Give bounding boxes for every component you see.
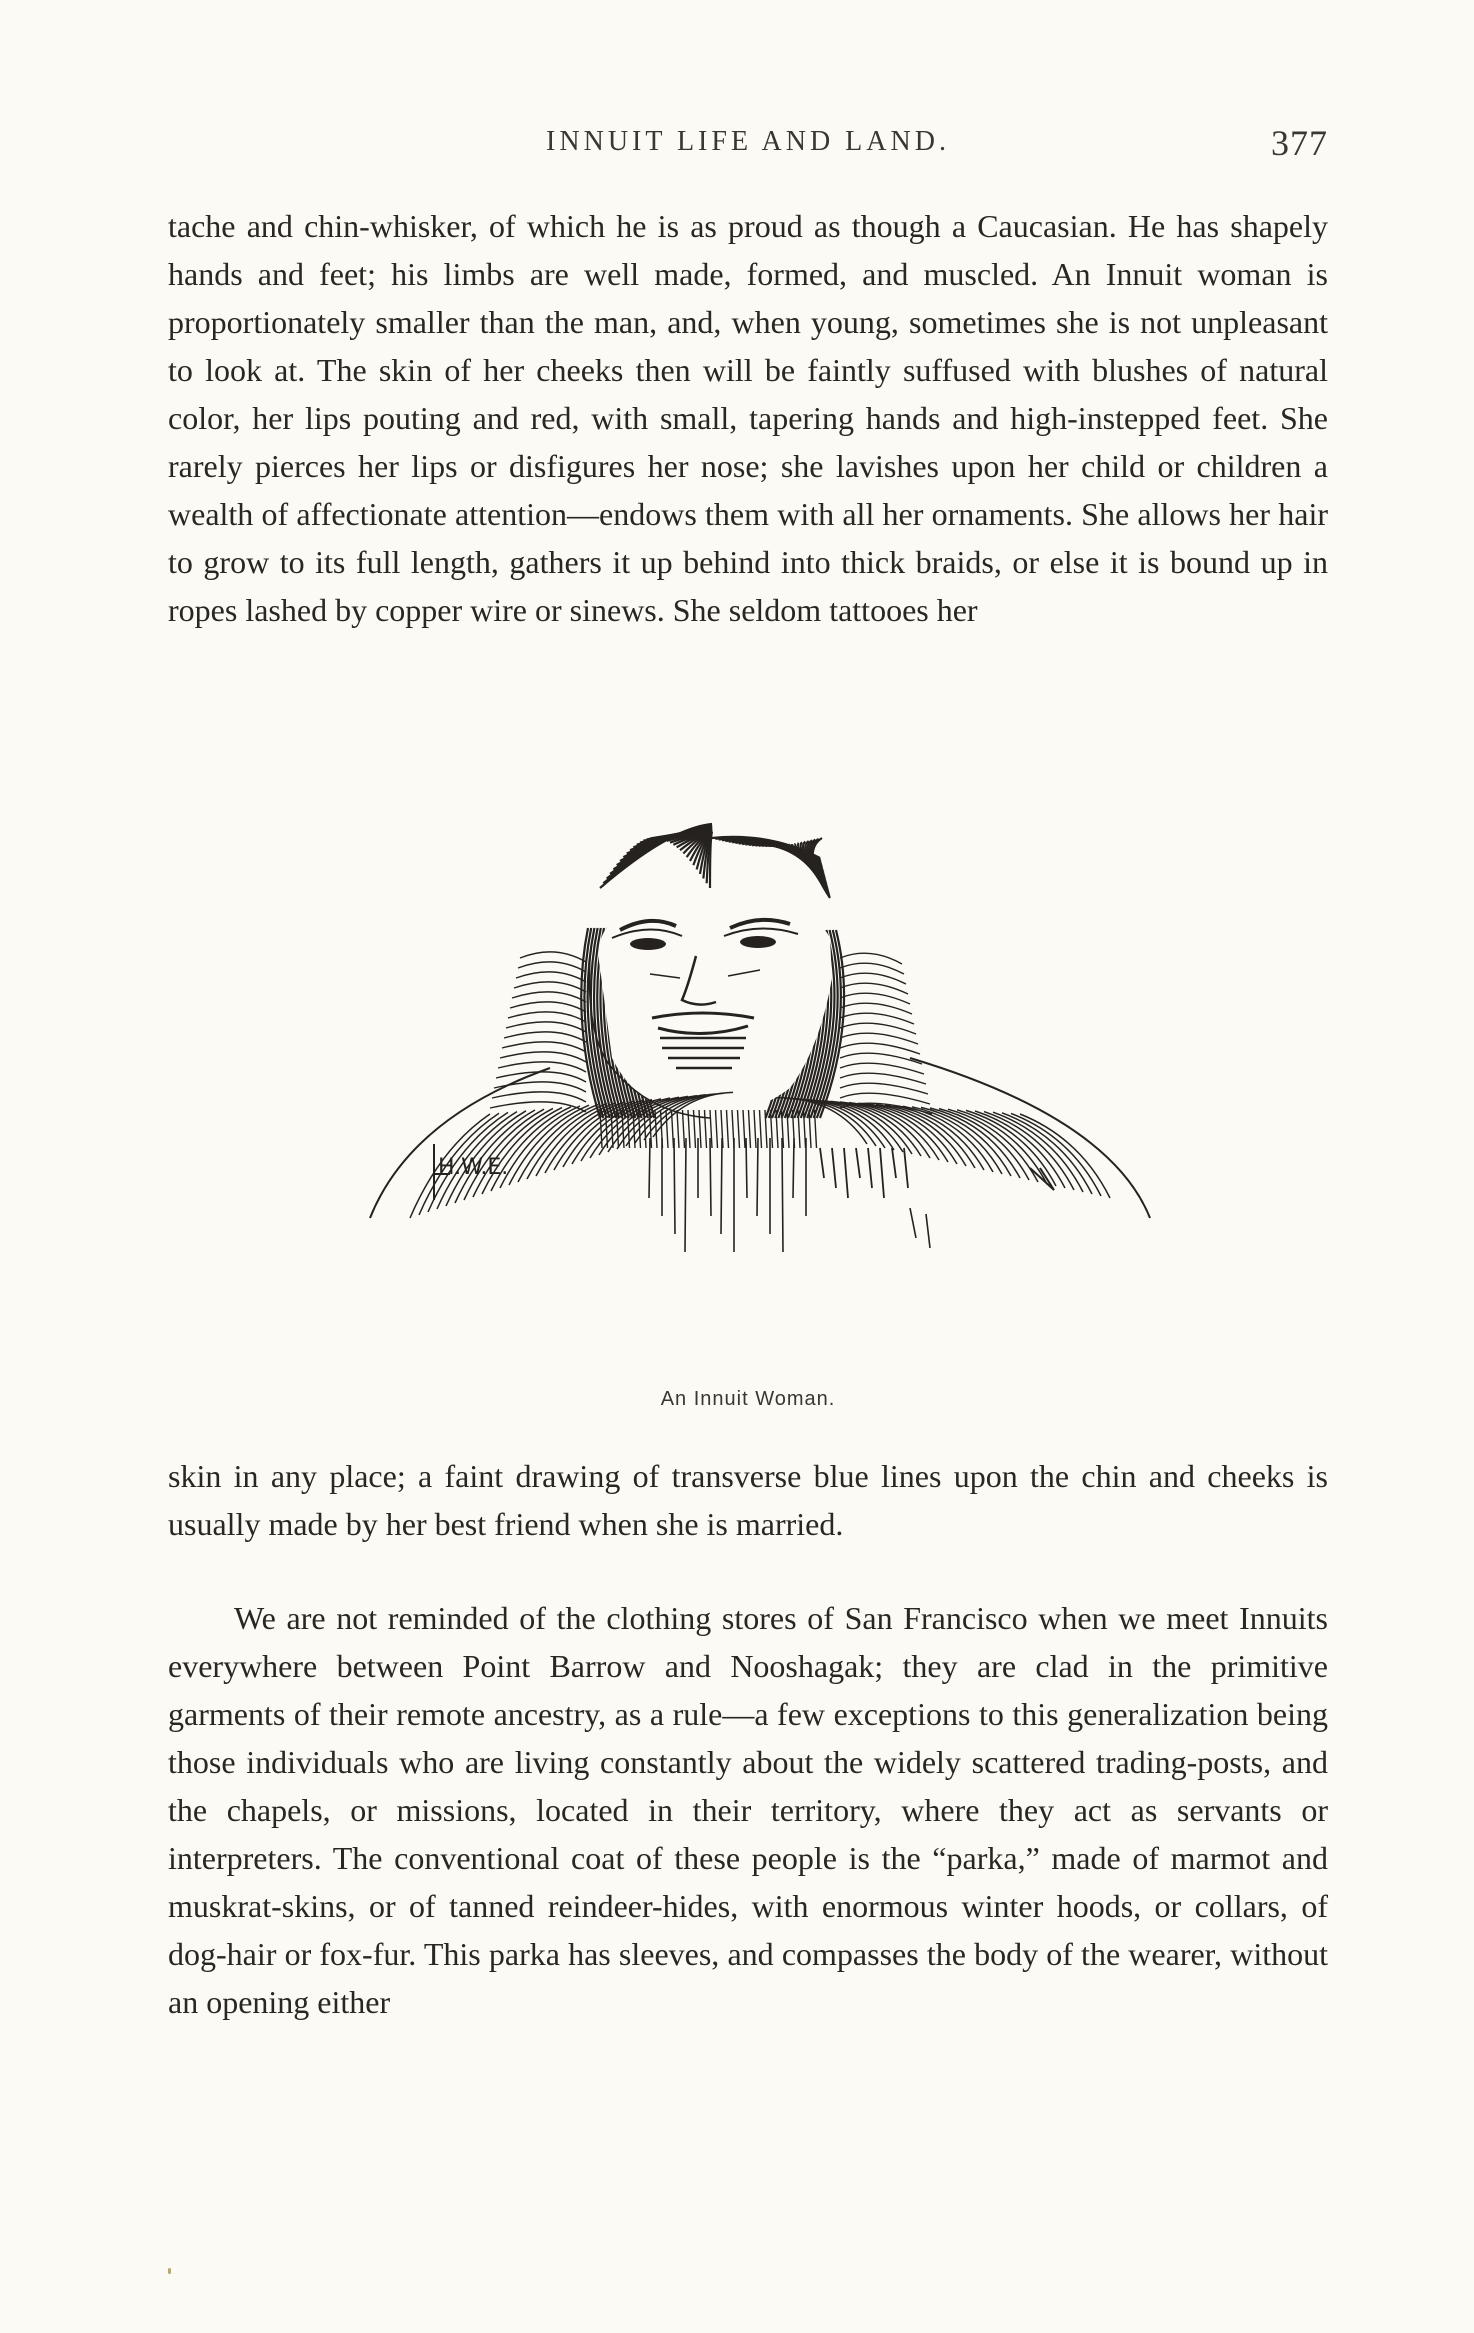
- page-header: [168, 123, 1328, 170]
- paper-speck: [168, 2268, 171, 2274]
- figure-caption: An Innuit Woman.: [660, 1388, 836, 1410]
- text-block-after-figure: [168, 1452, 1328, 1548]
- svg-text:H.W.E.: H.W.E.: [438, 1155, 509, 1180]
- text-block-paragraph-2: [168, 1594, 1328, 2026]
- page-number: 377: [1271, 123, 1328, 163]
- illustration-innuit-woman: [350, 818, 1170, 1338]
- paragraph-continued-after-figure: skin in any place; a faint drawing of transverse blue lines upon the chin and cheeks is usually made by her best friend when she is married.: [168, 1458, 1328, 1542]
- engraving-drawing: [350, 818, 1170, 1338]
- running-head: INNUIT LIFE AND LAND.: [546, 126, 950, 157]
- paragraph-continued: tache and chin-whisker, of which he is as proud as though a Caucasian. He has shapely hands and feet; his limbs are well made, formed, and muscled. An Innuit woman is proportionately smaller than the man, and, when young, sometimes she is not unpleasant to look at. The skin of her cheeks then will be faintly suffused with blushes of natural color, her lips pouting and red, with small, tapering hands and high-instepped feet. She rarely pierces her lips or disfigures her nose; she lavishes upon her child or children a wealth of affectionate attention—endows them with all her ornaments. She allows her hair to grow to its full length, gathers it up behind into thick braids, or else it is bound up in ropes lashed by copper wire or sinews. She seldom tattooes her: [168, 208, 1328, 628]
- paragraph-clothing: We are not reminded of the clothing stores of San Francisco when we meet Innuits everywhere between Point Barrow and Nooshagak; they are clad in the primitive garments of their remote ancestry, as a rule—a few exceptions to this generalization being those individuals who are living constantly about the widely scattered trading-posts, and the chapels, or missions, located in their territory, where they act as servants or interpreters. The conventional coat of these people is the “parka,” made of marmot and muskrat-skins, or of tanned reindeer-hides, with enormous winter hoods, or collars, of dog-hair or fox-fur. This parka has sleeves, and compasses the body of the wearer, without an opening either: [168, 1600, 1328, 2020]
- text-block-before-figure: [168, 202, 1328, 634]
